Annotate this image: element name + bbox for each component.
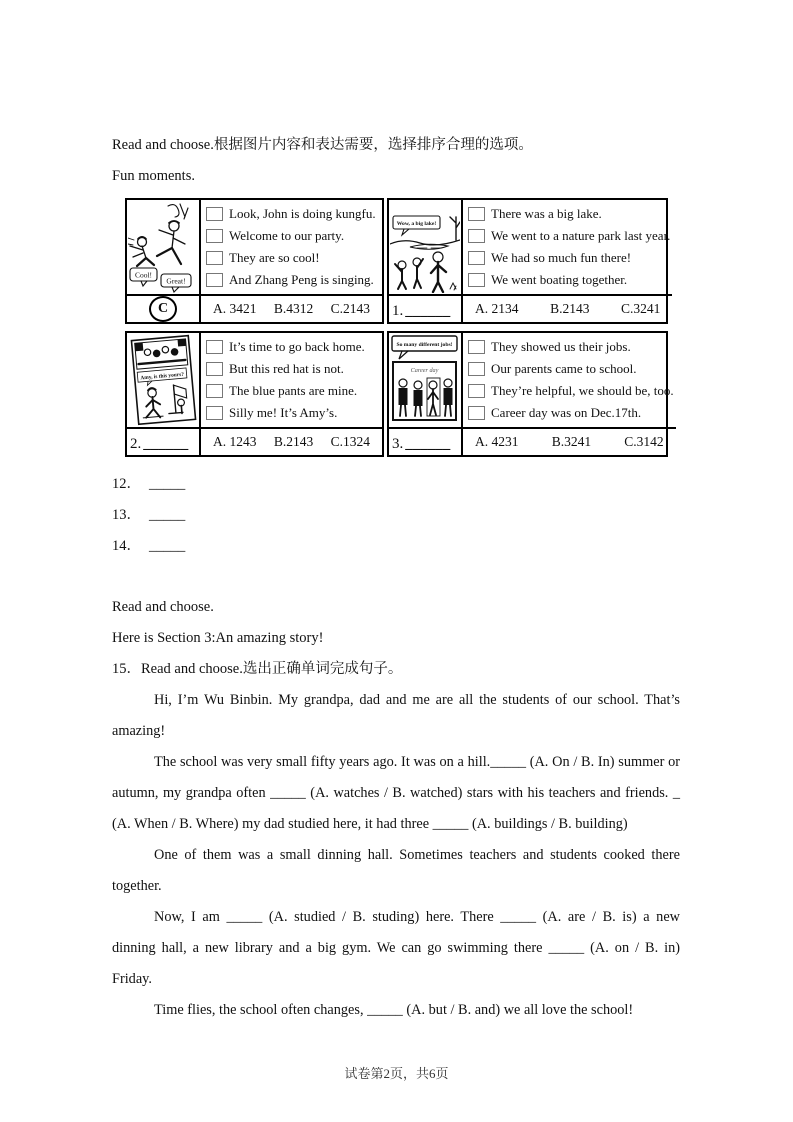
story-line: dinning hall, a new library and a big gym. We can go swimming there _____ (A. on / B. in) xyxy=(112,940,680,956)
option-row: Our parents came to school. xyxy=(468,361,674,377)
answer-blank: _____ xyxy=(149,476,186,492)
panel-label-sample xyxy=(127,294,201,322)
story-line: Hi, I’m Wu Binbin. My grandpa, dad and me are all the students of our school. That’s xyxy=(154,692,680,708)
option-row: Career day was on Dec.17th. xyxy=(468,405,674,421)
circled-answer: C xyxy=(149,296,177,322)
options-list xyxy=(201,200,382,294)
panel-label-3: 3. ______ xyxy=(389,427,463,455)
checkbox-icon xyxy=(468,251,485,265)
story-line: Time flies, the school often changes, _____ (A. but / B. and) we all love the school! xyxy=(154,1002,634,1018)
checkbox-icon xyxy=(206,362,223,376)
checkbox-icon xyxy=(468,340,485,354)
panel-kungfu xyxy=(125,198,384,324)
question-13-row: 13． _____ xyxy=(112,507,186,523)
answer-blank: _____ xyxy=(149,507,186,523)
bubble-text-jobs: So many different jobs! xyxy=(396,342,453,348)
checkbox-icon xyxy=(468,229,485,243)
option-row: Look, John is doing kungfu. xyxy=(206,206,380,222)
section-3 xyxy=(112,592,680,685)
section-intro: Here is Section 3:An amazing story! xyxy=(112,630,324,646)
page-footer: 试卷第2页，共6页 xyxy=(344,1066,449,1081)
instruction-text: Read and choose.根据图片内容和表达需要，选择排序合理的选项。 xyxy=(112,137,533,153)
option-row: We went to a nature park last year. xyxy=(468,228,670,244)
option-row: We went boating together. xyxy=(468,272,670,288)
checkbox-icon xyxy=(206,229,223,243)
answer-blank: ______ xyxy=(143,436,189,452)
career-day-illustration xyxy=(389,333,463,427)
subtitle-fun-moments: Fun moments. xyxy=(112,168,195,184)
checkbox-icon xyxy=(206,406,223,420)
question-12-row: 12． _____ xyxy=(112,476,186,492)
option-row: And Zhang Peng is singing. xyxy=(206,272,380,288)
checkbox-icon xyxy=(468,207,485,221)
answer-choices: A. 1243 B.2143 C.1324 xyxy=(201,427,382,455)
story-line: autumn, my grandpa often _____ (A. watches / B. watched) stars with his teachers and friends. _ xyxy=(112,785,680,801)
story-line: (A. When / B. Where) my dad studied here, it had three _____ (A. buildings / B. building) xyxy=(112,816,628,832)
option-row: Silly me! It’s Amy’s. xyxy=(206,405,380,421)
lake-drawing-icon xyxy=(390,201,460,293)
checkbox-icon xyxy=(206,273,223,287)
lake-illustration xyxy=(389,200,463,294)
options-list xyxy=(463,200,672,294)
checkbox-icon xyxy=(206,340,223,354)
story-line: The school was very small fifty years ago. It was on a hill._____ (A. On / B. In) summer or xyxy=(154,754,680,770)
answer-choices: A. 4231 B.3241 C.3142 xyxy=(463,427,676,455)
bubble-text-amy: Amy, is this yours? xyxy=(140,371,185,382)
fun-moments-table xyxy=(125,198,680,457)
checkbox-icon xyxy=(468,406,485,420)
option-row: There was a big lake. xyxy=(468,206,670,222)
kungfu-drawing-icon xyxy=(128,201,198,293)
bubble-text-great: Great! xyxy=(166,276,186,286)
answer-blank: ______ xyxy=(405,436,451,452)
option-row: The blue pants are mine. xyxy=(206,383,380,399)
answer-blank: ______ xyxy=(405,303,451,319)
answer-blanks-section xyxy=(112,469,680,562)
section-heading: Read and choose. xyxy=(112,599,214,615)
checkbox-icon xyxy=(468,273,485,287)
story-line: Now, I am _____ (A. studied / B. studing) here. There _____ (A. are / B. is) a new xyxy=(154,909,680,925)
story-line: One of them was a small dinning hall. Sometimes teachers and students cooked there xyxy=(154,847,680,863)
option-row: They showed us their jobs. xyxy=(468,339,674,355)
story-line: together. xyxy=(112,878,162,894)
panel-label-2: 2. ______ xyxy=(127,427,201,455)
story-line: Friday. xyxy=(112,971,152,987)
answer-choices: A. 3421 B.4312 C.2143 xyxy=(201,294,382,322)
photo-drawing-icon xyxy=(128,334,198,426)
checkbox-icon xyxy=(206,251,223,265)
option-row: They are so cool! xyxy=(206,250,380,266)
career-drawing-icon xyxy=(390,334,460,426)
checkbox-icon xyxy=(468,384,485,398)
question-14-row: 14． _____ xyxy=(112,538,186,554)
kungfu-illustration xyxy=(127,200,201,294)
option-row: Welcome to our party. xyxy=(206,228,380,244)
checkbox-icon xyxy=(206,384,223,398)
options-list xyxy=(201,333,382,427)
checkbox-icon xyxy=(468,362,485,376)
bubble-text-lake: Wow, a big lake! xyxy=(396,221,437,227)
story-line: amazing! xyxy=(112,723,166,739)
panel-career-day xyxy=(387,331,674,457)
option-row: But this red hat is not. xyxy=(206,361,380,377)
answer-choices: A. 2134 B.2143 C.3241 xyxy=(463,294,672,322)
caption-career-day: Career day xyxy=(410,367,439,374)
panel-label-1: 1. ______ xyxy=(389,294,463,322)
option-row: We had so much fun there! xyxy=(468,250,670,266)
option-row: It’s time to go back home. xyxy=(206,339,380,355)
options-list xyxy=(463,333,676,427)
checkbox-icon xyxy=(206,207,223,221)
panel-lake xyxy=(387,198,671,324)
amy-illustration xyxy=(127,333,201,427)
answer-blank: _____ xyxy=(149,538,186,554)
bubble-text-cool: Cool! xyxy=(134,270,153,280)
story-passage xyxy=(112,685,680,1026)
panel-amy-photo xyxy=(125,331,384,457)
option-row: They’re helpful, we should be, too. xyxy=(468,383,674,399)
question-15-title: 15．Read and choose.选出正确单词完成句子。 xyxy=(112,661,403,677)
